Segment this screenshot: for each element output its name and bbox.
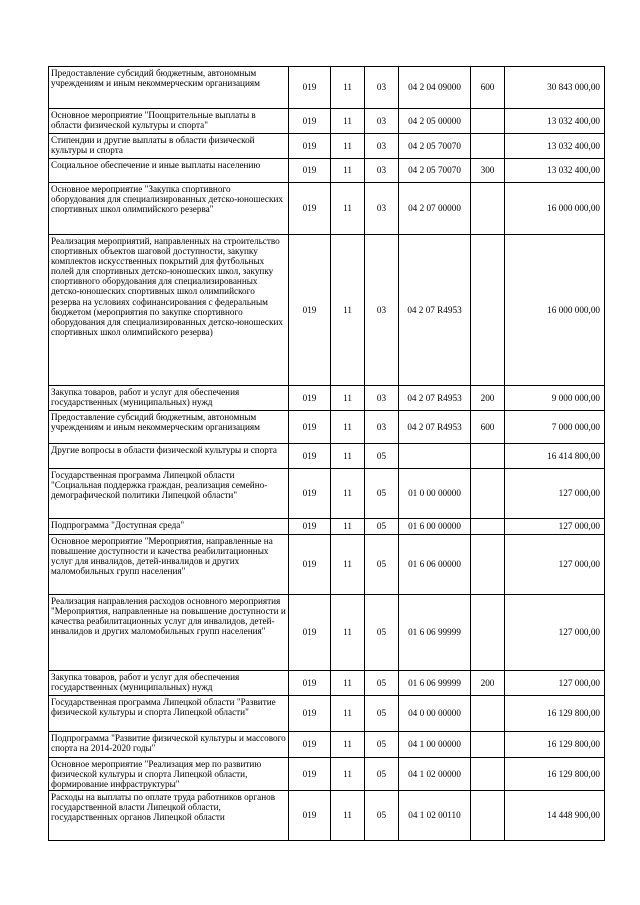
- table-row: [49, 469, 605, 519]
- expense-type-cell: [471, 595, 505, 671]
- subsection-code-cell: 03: [365, 386, 399, 411]
- expense-type-cell: 600: [471, 67, 505, 109]
- ministry-code-cell: 019: [289, 386, 331, 411]
- table-row: [49, 386, 605, 411]
- ministry-code-cell: 019: [289, 411, 331, 444]
- ministry-code-cell: 019: [289, 671, 331, 696]
- ministry-code-cell: 019: [289, 732, 331, 758]
- expense-name-cell: Государственная программа Липецкой области "Развитие физической культуры и спорта Липецкой области": [49, 696, 289, 732]
- target-article-cell: 04 2 05 70070: [399, 134, 471, 159]
- amount-cell: 127 000,00: [505, 469, 605, 519]
- table-row: [49, 595, 605, 671]
- expense-type-cell: [471, 535, 505, 595]
- section-code-cell: 11: [331, 595, 365, 671]
- ministry-code-cell: 019: [289, 159, 331, 183]
- amount-cell: 127 000,00: [505, 519, 605, 535]
- amount-cell: 127 000,00: [505, 535, 605, 595]
- subsection-code-cell: 03: [365, 235, 399, 386]
- expense-name-cell: Подпрограмма "Развитие физической культуры и массового спорта на 2014-2020 годы": [49, 732, 289, 758]
- ministry-code-cell: 019: [289, 519, 331, 535]
- table-row: [49, 519, 605, 535]
- expense-name-cell: Расходы на выплаты по оплате труда работников органов государственной власти Липецкой области, государственных органов Липецкой области: [49, 791, 289, 841]
- expense-name-cell: Подпрограмма "Доступная среда": [49, 519, 289, 535]
- expense-name-cell: Основное мероприятие "Поощрительные выплаты в области физической культуры и спорта": [49, 109, 289, 134]
- expense-type-cell: [471, 696, 505, 732]
- ministry-code-cell: 019: [289, 758, 331, 791]
- section-code-cell: 11: [331, 696, 365, 732]
- target-article-cell: 01 6 06 99999: [399, 595, 471, 671]
- expense-name-cell: Предоставление субсидий бюджетным, автономным учреждениям и иным некоммерческим организациям: [49, 67, 289, 109]
- ministry-code-cell: 019: [289, 791, 331, 841]
- subsection-code-cell: 05: [365, 535, 399, 595]
- table-row: [49, 732, 605, 758]
- section-code-cell: 11: [331, 444, 365, 469]
- table-row: [49, 444, 605, 469]
- target-article-cell: 01 6 06 99999: [399, 671, 471, 696]
- expense-type-cell: [471, 791, 505, 841]
- expense-name-cell: Социальное обеспечение и иные выплаты населению: [49, 159, 289, 183]
- target-article-cell: 04 2 07 R4953: [399, 411, 471, 444]
- section-code-cell: 11: [331, 109, 365, 134]
- ministry-code-cell: 019: [289, 595, 331, 671]
- expense-type-cell: 600: [471, 411, 505, 444]
- expense-type-cell: [471, 134, 505, 159]
- target-article-cell: 04 0 00 00000: [399, 696, 471, 732]
- ministry-code-cell: 019: [289, 444, 331, 469]
- expense-type-cell: 200: [471, 671, 505, 696]
- subsection-code-cell: 05: [365, 595, 399, 671]
- section-code-cell: 11: [331, 732, 365, 758]
- section-code-cell: 11: [331, 386, 365, 411]
- target-article-cell: 04 1 02 00110: [399, 791, 471, 841]
- expense-type-cell: 300: [471, 159, 505, 183]
- table-row: [49, 758, 605, 791]
- expense-name-cell: Государственная программа Липецкой области "Социальная поддержка граждан, реализация семейно-демографической политики Липецкой области": [49, 469, 289, 519]
- ministry-code-cell: 019: [289, 535, 331, 595]
- section-code-cell: 11: [331, 791, 365, 841]
- target-article-cell: 04 2 05 00000: [399, 109, 471, 134]
- target-article-cell: 04 1 00 00000: [399, 732, 471, 758]
- section-code-cell: 11: [331, 183, 365, 235]
- subsection-code-cell: 05: [365, 671, 399, 696]
- subsection-code-cell: 03: [365, 67, 399, 109]
- target-article-cell: 04 2 04 09000: [399, 67, 471, 109]
- amount-cell: 7 000 000,00: [505, 411, 605, 444]
- target-article-cell: 04 1 02 00000: [399, 758, 471, 791]
- expense-type-cell: [471, 109, 505, 134]
- amount-cell: 30 843 000,00: [505, 67, 605, 109]
- ministry-code-cell: 019: [289, 134, 331, 159]
- amount-cell: 127 000,00: [505, 671, 605, 696]
- target-article-cell: 01 6 06 00000: [399, 535, 471, 595]
- table-row: [49, 791, 605, 841]
- amount-cell: 16 129 800,00: [505, 758, 605, 791]
- amount-cell: 13 032 400,00: [505, 134, 605, 159]
- section-code-cell: 11: [331, 758, 365, 791]
- table-body: [49, 67, 605, 841]
- expense-name-cell: Стипендии и другие выплаты в области физической культуры и спорта: [49, 134, 289, 159]
- section-code-cell: 11: [331, 469, 365, 519]
- table-row: [49, 134, 605, 159]
- amount-cell: 14 448 900,00: [505, 791, 605, 841]
- expense-type-cell: [471, 519, 505, 535]
- section-code-cell: 11: [331, 159, 365, 183]
- table-row: [49, 235, 605, 386]
- expense-name-cell: Предоставление субсидий бюджетным, автономным учреждениям и иным некоммерческим организациям: [49, 411, 289, 444]
- ministry-code-cell: 019: [289, 235, 331, 386]
- table-row: [49, 671, 605, 696]
- amount-cell: 16 000 000,00: [505, 183, 605, 235]
- subsection-code-cell: 05: [365, 758, 399, 791]
- subsection-code-cell: 03: [365, 159, 399, 183]
- ministry-code-cell: 019: [289, 109, 331, 134]
- section-code-cell: 11: [331, 411, 365, 444]
- amount-cell: 13 032 400,00: [505, 159, 605, 183]
- target-article-cell: [399, 444, 471, 469]
- expense-name-cell: Основное мероприятие "Мероприятия, направленные на повышение доступности и качества реабилитационных услуг для инвалидов, детей-инвалидов и других маломобильных групп населения": [49, 535, 289, 595]
- target-article-cell: 01 6 00 00000: [399, 519, 471, 535]
- expense-type-cell: 200: [471, 386, 505, 411]
- expense-type-cell: [471, 758, 505, 791]
- table-row: [49, 411, 605, 444]
- expense-name-cell: Закупка товаров, работ и услуг для обеспечения государственных (муниципальных) нужд: [49, 386, 289, 411]
- amount-cell: 127 000,00: [505, 595, 605, 671]
- subsection-code-cell: 05: [365, 732, 399, 758]
- amount-cell: 16 000 000,00: [505, 235, 605, 386]
- target-article-cell: 04 2 07 00000: [399, 183, 471, 235]
- ministry-code-cell: 019: [289, 469, 331, 519]
- table-row: [49, 67, 605, 109]
- ministry-code-cell: 019: [289, 696, 331, 732]
- amount-cell: 16 129 800,00: [505, 732, 605, 758]
- ministry-code-cell: 019: [289, 67, 331, 109]
- section-code-cell: 11: [331, 519, 365, 535]
- expense-type-cell: [471, 183, 505, 235]
- subsection-code-cell: 03: [365, 183, 399, 235]
- table-row: [49, 696, 605, 732]
- subsection-code-cell: 05: [365, 444, 399, 469]
- target-article-cell: 04 2 07 R4953: [399, 235, 471, 386]
- section-code-cell: 11: [331, 535, 365, 595]
- ministry-code-cell: 019: [289, 183, 331, 235]
- section-code-cell: 11: [331, 67, 365, 109]
- target-article-cell: 04 2 07 R4953: [399, 386, 471, 411]
- expense-name-cell: Реализация мероприятий, направленных на строительство спортивных объектов шаговой доступности, закупку комплектов искусственных покрытий для футбольных полей для спортивных детско-юношеских школ, закупку спортивного оборудования для специализированных детско-юношеских спортивных школ олимпийского резерва на условиях софинансирования с федеральным бюджетом (мероприятия по закупке спортивного оборудования для специализированных детско-юношеских спортивных школ олимпийского резерва): [49, 235, 289, 386]
- budget-table: [48, 66, 605, 841]
- subsection-code-cell: 05: [365, 469, 399, 519]
- expense-name-cell: Закупка товаров, работ и услуг для обеспечения государственных (муниципальных) нужд: [49, 671, 289, 696]
- expense-type-cell: [471, 235, 505, 386]
- subsection-code-cell: 05: [365, 791, 399, 841]
- expense-name-cell: Основное мероприятие "Закупка спортивного оборудования для специализированных детско-юношеских спортивных школ олимпийского резерва": [49, 183, 289, 235]
- table-row: [49, 183, 605, 235]
- expense-name-cell: Другие вопросы в области физической культуры и спорта: [49, 444, 289, 469]
- target-article-cell: 04 2 05 70070: [399, 159, 471, 183]
- subsection-code-cell: 03: [365, 134, 399, 159]
- table-row: [49, 109, 605, 134]
- section-code-cell: 11: [331, 671, 365, 696]
- subsection-code-cell: 03: [365, 109, 399, 134]
- section-code-cell: 11: [331, 134, 365, 159]
- section-code-cell: 11: [331, 235, 365, 386]
- amount-cell: 16 414 800,00: [505, 444, 605, 469]
- expense-type-cell: [471, 469, 505, 519]
- expense-name-cell: Основное мероприятие "Реализация мер по развитию физической культуры и спорта Липецкой области, формирование инфраструктуры": [49, 758, 289, 791]
- target-article-cell: 01 0 00 00000: [399, 469, 471, 519]
- amount-cell: 9 000 000,00: [505, 386, 605, 411]
- amount-cell: 13 032 400,00: [505, 109, 605, 134]
- expense-type-cell: [471, 732, 505, 758]
- amount-cell: 16 129 800,00: [505, 696, 605, 732]
- expense-type-cell: [471, 444, 505, 469]
- subsection-code-cell: 05: [365, 519, 399, 535]
- subsection-code-cell: 03: [365, 411, 399, 444]
- table-row: [49, 535, 605, 595]
- table-row: [49, 159, 605, 183]
- expense-name-cell: Реализация направления расходов основного мероприятия "Мероприятия, направленные на повышение доступности и качества реабилитационных услуг для инвалидов, детей-инвалидов и других маломобильных групп населения": [49, 595, 289, 671]
- subsection-code-cell: 05: [365, 696, 399, 732]
